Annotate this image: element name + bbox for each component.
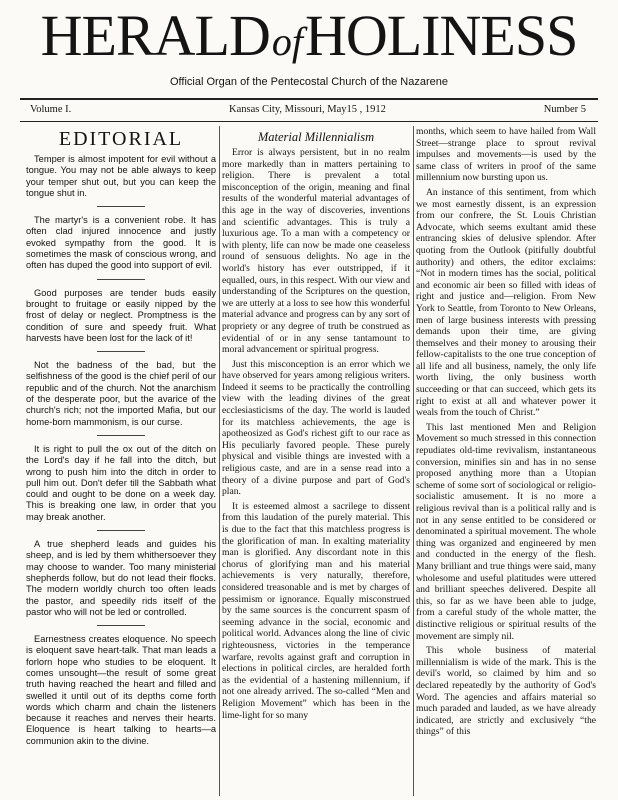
article-column-3 — [416, 126, 596, 796]
top-rule — [20, 98, 598, 100]
masthead-title — [0, 3, 618, 72]
meta-rule — [20, 121, 598, 122]
issue-meta — [30, 104, 586, 115]
editorial-paragraph: A true shepherd leads and guides his sheep, and is led by them whithersoever they may choose to wander. Too many ministerial shepherds follow, but do not lead their flocks. The modern worldly church too often leads the pastor, and speedily rids itself of the pastor who will not be led or controlled. — [26, 539, 216, 617]
editorial-paragraph: Not the badness of the bad, but the selfishness of the good is the chief peril of our republic and of the church. Not the anarchism of the desperate poor, but the avarice of the church's rich; not the imported Mafia, but our home-born mammonism, is our curse. — [26, 360, 216, 427]
masthead-title-left: HERALD — [40, 3, 270, 68]
masthead-title-right: HOLINESS — [304, 3, 578, 68]
article-paragraph: It is esteemed almost a sacrilege to dissent from this laudation of the purely material. This is due to the fact that this matchless progress is the glorification of man. In exalting materiality man is glorified. Any discordant note in this chorus of glorifying man and his material achievements is very naturally, therefore, considered treasonable and is met by charges of pessimism or ignorance. Equally misconstrued by the same sources is the concurrent spasm of seeming advance in the social, economic and political world. Advances along the line of civic righteousness, victories in the temperance warfare, revolts against graft and corruption in elections in political circles, are heralded forth as the evidential of a hastening millennium, if not one already arrived. The so-called “Men and Religion Movement” which has been in the lime-light for so many — [222, 500, 410, 721]
article-paragraph: An instance of this sentiment, from which we most earnestly dissent, is an expression from our confrere, the St. Louis Christian Advocate, which seems exultant amid these entrancing skies of delusive splendor. After quoting from the Outlook (pitifully doubtful authority) and others, the editor exclaims: “Not in modern times has the social, political and economic air been so filled with ideas of right and justice and—religion. From New York to Seattle, from Toronto to New Orleans, men of large business interests with pressing demands upon their time, are giving themselves and their money to arousing their fellow-capitalists to the one true conception of all life and all business, namely, the only life worth living, the only business worth succeeding or that can succeed, which gets its right to exist at all and whatever power it weals from the touch of Christ.” — [416, 186, 596, 419]
editorial-paragraph: The martyr's is a convenient robe. It has often clad injured innocence and justly evoked sympathy from the good. It is sometimes the mask of conscious wrong, and often has duped the good into support of evil. — [26, 215, 216, 271]
masthead — [0, 0, 618, 98]
editorial-paragraph: It is right to pull the ox out of the ditch on the Lord's day if he fall into the ditch, but wrong to push him into the ditch in order to pull him out. Don't defer till the Sabbath what could and ought to be done on a week day. This is breaking one law, in order that you may break another. — [26, 443, 216, 522]
article-paragraph: This last mentioned Men and Religion Movement so much stressed in this connection repudiates old-time revivalism, instantaneous conversion, minifies sin and has in no sense proposed anything more than a Utopian scheme of some sort of sociological or religio-socialistic amusement. It is no more a religious revival than is a political rally and is not in any sense entitled to be considered or denominated a spiritual movement. The whole thing was organized and engineered by men and conducted in the energy of the flesh. Many brilliant and true things were said, many wholesome and useful platitudes were uttered and brilliant speeches delivered. Despite all this, so far as we have been able to judge, from a careful study of the whole matter, the distinctive religious or spiritual results of the movement are simply nil. — [416, 421, 596, 642]
separator — [97, 530, 145, 531]
article-paragraph: months, which seem to have hailed from Wall Street—strange place to sprout revival impulses and movements—is used by the same class of writers in proof of the same millennium now bursting upon us. — [416, 126, 596, 184]
place-date: Kansas City, Missouri, May15 , 1912 — [229, 104, 386, 115]
article-column-2 — [222, 126, 410, 796]
separator — [97, 625, 145, 626]
column-divider — [219, 126, 220, 796]
editorial-paragraph: Earnestness creates eloquence. No speech is eloquent save heart-talk. That man leads a forlorn hope who studies to be eloquent. It comes unsought—the result of some great truth having reached the heart and filled and swelled it until out of its depths come forth words which charm and chain the listeners because it reaches and nerves their hearts. Eloquence is heart talking to hearts—a communion akin to the divine. — [26, 634, 216, 746]
masthead-title-of: of — [271, 19, 303, 64]
masthead-subtitle: Official Organ of the Pentecostal Church of the Nazarene — [169, 76, 448, 88]
editorial-paragraph: Temper is almost impotent for evil without a tongue. You may not be able always to keep your temper shut out, but you can keep the tongue shut in. — [26, 154, 216, 198]
article-paragraph: This whole business of material millennialism is wide of the mark. This is the devil's world, so claimed by him and so declared repeatedly by the authority of God's Word. The agencies and affairs material so much paraded and lauded, as we have already indicated, are strictly and exclusively “the things” of this — [416, 645, 596, 738]
editorial-column — [26, 126, 216, 796]
volume-label: Volume I. — [30, 104, 72, 115]
separator — [97, 351, 145, 352]
article-title: Material Millennialism — [257, 130, 375, 144]
editorial-heading: EDITORIAL — [58, 128, 184, 150]
editorial-paragraph: Good purposes are tender buds easily brought to fruitage or easily nipped by the frost of delay or neglect. Promptness is the condition of sure and speedy fruit. What harvests have been lost for the lack of it! — [26, 287, 216, 343]
separator — [97, 435, 145, 436]
separator — [97, 206, 145, 207]
issue-number: Number 5 — [543, 104, 586, 115]
column-divider — [413, 126, 414, 796]
separator — [97, 279, 145, 280]
article-paragraph: Error is always persistent, but in no realm more markedly than in matters pertaining to religion. There is prevalent a total misconception of the origin, meaning and final results of the wonderful material advantages of this age in the way of discoveries, inventions and scientific advantages. This is truly a luxurious age. To a man with a competency or with plenty, life can now be made one ceaseless round of sensuous delights. No age in the world's history has ever outstripped, if it equalled, ours, in this respect. With our view and understanding of the Scriptures on the question, we are utterly at a loss to see how this wonderful material advance and progress can by any sort of propriety or any degree of truth be construed as evidential of or in any sense tantamount to moral advancement or spiritual progress. — [222, 147, 410, 356]
article-paragraph: Just this misconception is an error which we have observed for years among religious writers. Indeed it seems to be practically the controlling view with the leading divines of the great ecclesiasticisms of the day. The world is lauded for its matchless achievements, the age is apotheosized as God's richest gift to our race as His peculiarly favored people. These purely physical and visible things are invested with a religious caste, and are in a sense read into a theory of a divine purpose and part of God's plan. — [222, 358, 410, 498]
